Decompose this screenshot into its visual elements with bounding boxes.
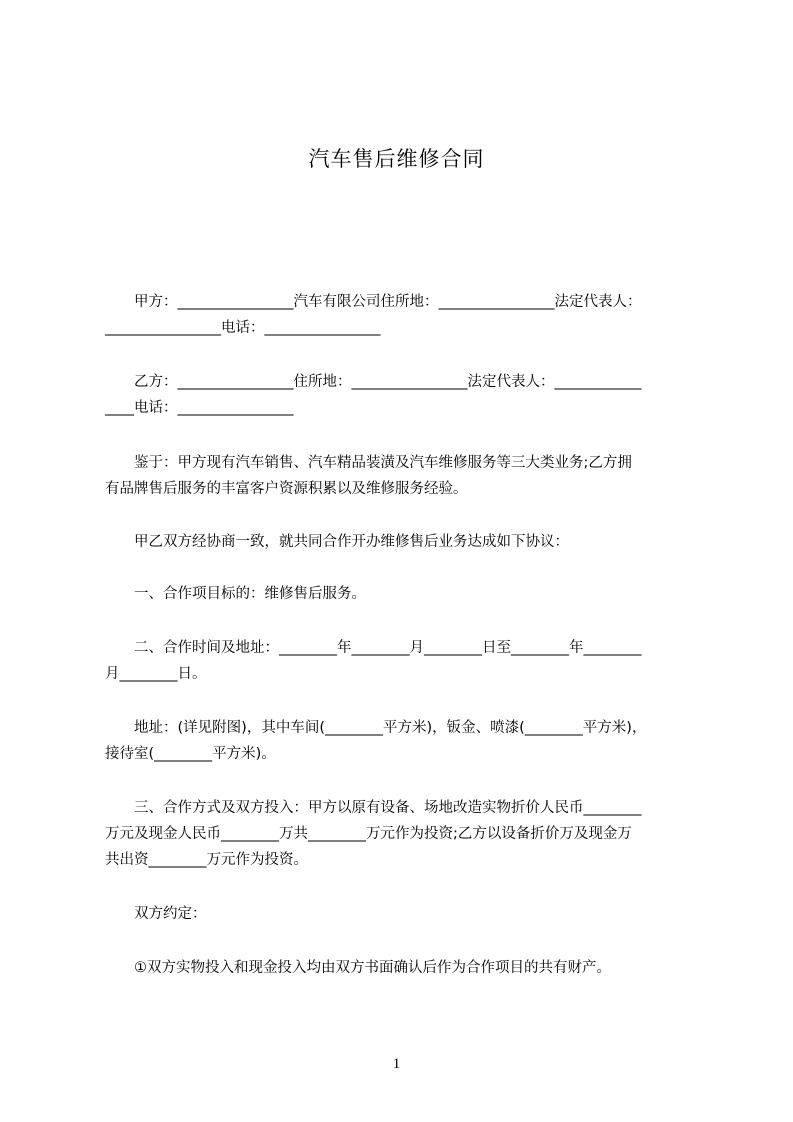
party-a-line-1: 甲方：________________汽车有限公司住所地：________________法定代表人：	[134, 294, 642, 310]
clause-3-paragraph	[105, 795, 705, 873]
page-number: 1	[392, 1056, 401, 1072]
mutual-agreement-heading: 双方约定：	[134, 906, 207, 922]
party-b-line-2: ____电话：________________	[105, 400, 294, 416]
address-paragraph	[105, 715, 705, 767]
address-line-2: 接待室(________平方米)。	[105, 746, 276, 762]
document-title: 汽车售后维修合同	[308, 147, 485, 171]
clause-3-line-3: 共出资________万元作为投资。	[105, 852, 308, 868]
party-b-paragraph	[105, 369, 705, 421]
clause-2-line-1: 二、合作时间及地址：________年________月________日至________年________	[134, 640, 642, 656]
clause-2-line-2: 月________日。	[105, 666, 207, 682]
item-1: ①双方实物投入和现金投入均由双方书面确认后作为合作项目的共有财产。	[134, 960, 611, 976]
clause-1: 一、合作项目标的：维修售后服务。	[134, 586, 366, 602]
clause-3-line-2: 万元及现金人民币________万共________万元作为投资;乙方以设备折价万及现金万	[105, 826, 632, 842]
whereas-line-1: 鉴于：甲方现有汽车销售、汽车精品装潢及汽车维修服务等三大类业务;乙方拥	[134, 455, 632, 471]
whereas-paragraph	[105, 450, 705, 502]
clause-3-line-1: 三、合作方式及双方投入：甲方以原有设备、场地改造实物折价人民币________	[134, 800, 642, 816]
address-line-1: 地址：(详见附图)，其中车间(________平方米)，钣金、喷漆(________平方米)，	[134, 720, 647, 736]
whereas-line-2: 有品牌售后服务的丰富客户资源积累以及维修服务经验。	[105, 481, 468, 497]
party-a-paragraph	[105, 289, 705, 341]
party-b-line-1: 乙方：________________住所地：________________法定代表人：____________	[134, 374, 642, 390]
party-a-line-2: ________________电话：________________	[105, 320, 381, 336]
agreement-intro: 甲乙双方经协商一致，就共同合作开办维修售后业务达成如下协议：	[134, 534, 569, 550]
clause-2-paragraph	[105, 635, 705, 687]
